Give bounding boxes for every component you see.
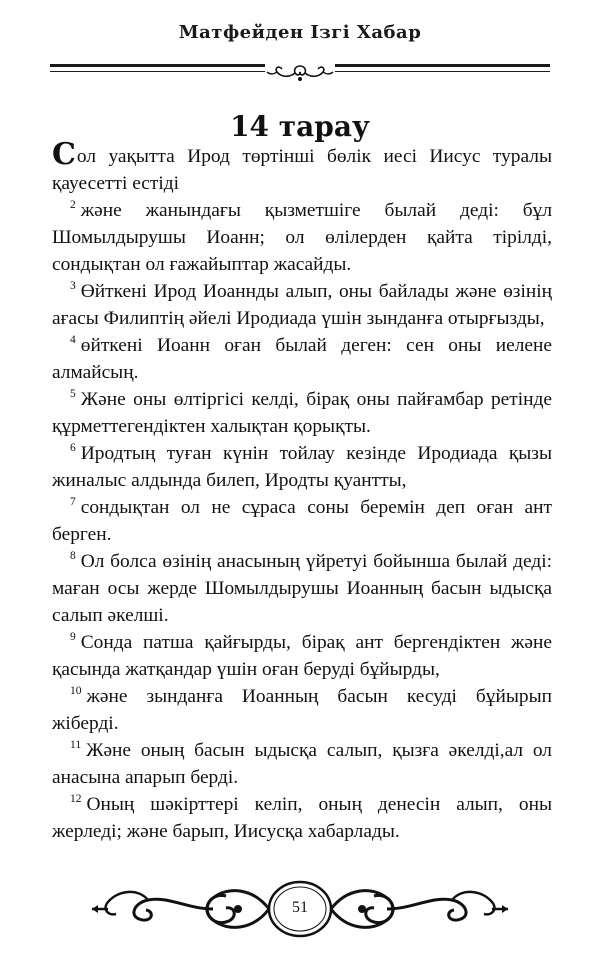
- verse-9: [52, 629, 552, 683]
- verse-number: 10: [70, 685, 82, 697]
- chapter-text: [52, 137, 552, 845]
- verse-text: Өйткені Ирод Иоаннды алып, оны байлады және өзінің ағасы Филиптің әйелі Иродиада үшін зынданға отырғызды,: [52, 281, 552, 329]
- header-rule-thin-right: [335, 71, 550, 72]
- header-ornament-icon: [265, 62, 335, 84]
- verse-number: 8: [70, 550, 76, 562]
- drop-cap: С: [52, 137, 76, 172]
- verse-2: [52, 197, 552, 278]
- verse-number: 11: [70, 739, 82, 751]
- verse-5: [52, 386, 552, 440]
- verse-6: [52, 440, 552, 494]
- page-number: 51: [292, 899, 308, 916]
- verse-number: 4: [70, 334, 76, 346]
- verse-text: және зынданға Иоанның басын кесуді бұйырып жіберді.: [52, 686, 552, 734]
- verse-10: [52, 683, 552, 737]
- verse-text: және жанындағы қызметшіге былай деді: бұл Шомылдырушы Иоанн; ол өлілерден қайта тірілді, сондықтан ол ғажайыптар жасайды.: [52, 200, 552, 275]
- verse-text: Ол болса өзінің анасының үйретуі бойынша былай деді: маған осы жерде Шомылдырушы Иоанның басын ыдысқа салып әкелші.: [52, 551, 552, 626]
- verse-text: Оның шәкірттері келіп, оның денесін алып, оны жерледі; және барып, Иисусқа хабарлады.: [52, 794, 552, 842]
- verse-1: [52, 137, 552, 197]
- verse-4: [52, 332, 552, 386]
- verse-number: 12: [70, 793, 82, 805]
- header-rule-thin-left: [50, 71, 265, 72]
- verse-text: Сонда патша қайғырды, бірақ ант бергендіктен және қасында жатқандар үшін оған беруді бұйырды,: [52, 632, 552, 680]
- verse-text: Және оны өлтіргісі келді, бірақ оны пайғамбар ретінде құрметтегендіктен халықтан қорықты.: [52, 389, 552, 437]
- verse-number: 3: [70, 280, 76, 292]
- verse-text: өйткені Иоанн оған былай деген: сен оны иелене алмайсың.: [52, 335, 552, 383]
- verse-text: сондықтан ол не сұраса соны беремін деп оған ант берген.: [52, 497, 552, 545]
- verse-11: [52, 737, 552, 791]
- chapter-title: 14 тарау: [230, 110, 370, 143]
- verse-number: 7: [70, 496, 76, 508]
- verse-number: 5: [70, 388, 76, 400]
- verse-7: [52, 494, 552, 548]
- verse-number: 6: [70, 442, 76, 454]
- verse-number: 2: [70, 199, 76, 211]
- verse-8: [52, 548, 552, 629]
- verse-3: [52, 278, 552, 332]
- running-title: Матфейден Ізгі Хабар: [178, 22, 422, 43]
- verse-number: 9: [70, 631, 76, 643]
- verse-12: [52, 791, 552, 845]
- verse-text: Және оның басын ыдысқа салып, қызға әкелді,ал ол анасына апарып берді.: [52, 740, 552, 788]
- verse-text: Иродтың туған күнін тойлау кезінде Иродиада қызы жиналыс алдында билеп, Иродты қуантты,: [52, 443, 552, 491]
- verse-text: ол уақытта Ирод төртінші бөлік иесі Иисус туралы қауесетті естіді: [52, 146, 552, 194]
